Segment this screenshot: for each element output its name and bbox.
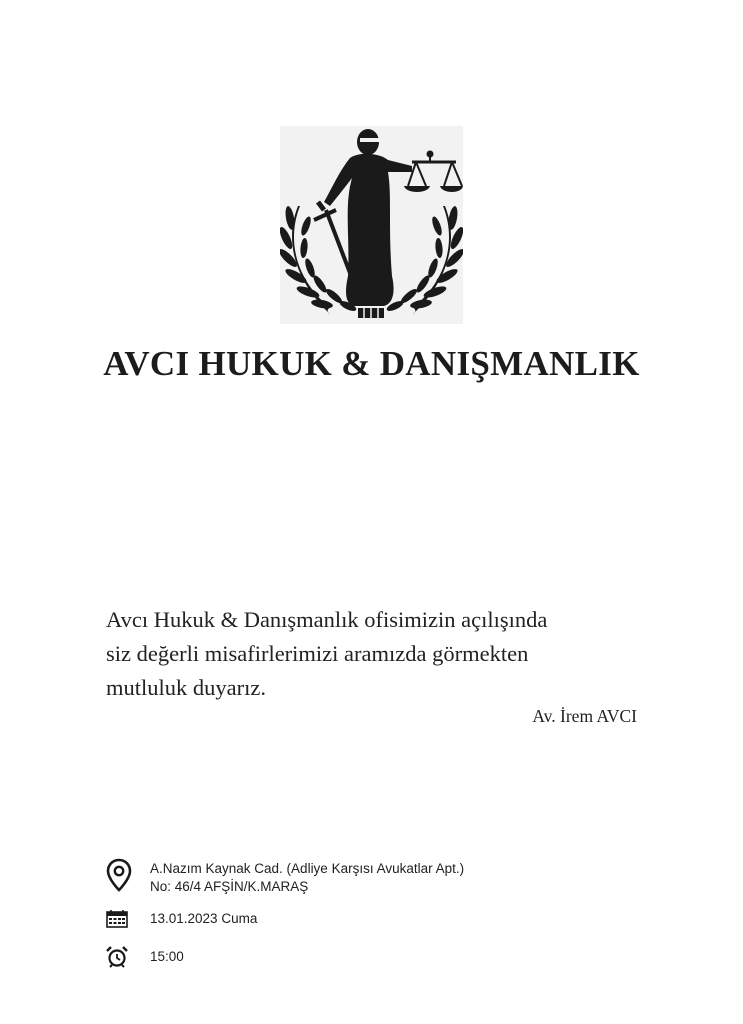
time-text: 15:00: [150, 949, 184, 964]
invitation-message: [106, 603, 666, 705]
date-text: 13.01.2023 Cuma: [150, 911, 258, 926]
signature: Av. İrem AVCI: [532, 706, 637, 726]
calendar-icon: [106, 910, 128, 931]
address-line: No: 46/4 AFŞİN/K.MARAŞ: [150, 879, 309, 894]
lady-justice-icon: [280, 126, 463, 324]
message-line: Avcı Hukuk & Danışmanlık ofisimizin açılışında: [106, 607, 548, 632]
location-pin-icon: [106, 858, 132, 895]
address-text: [150, 860, 464, 896]
logo: [280, 126, 463, 324]
alarm-clock-icon: [106, 946, 128, 971]
message-line: mutluluk duyarız.: [106, 675, 266, 700]
firm-title: AVCI HUKUK & DANIŞMANLIK: [103, 344, 640, 383]
message-line: siz değerli misafirlerimizi aramızda görmekten: [106, 641, 529, 666]
address-line: A.Nazım Kaynak Cad. (Adliye Karşısı Avukatlar Apt.): [150, 861, 465, 876]
